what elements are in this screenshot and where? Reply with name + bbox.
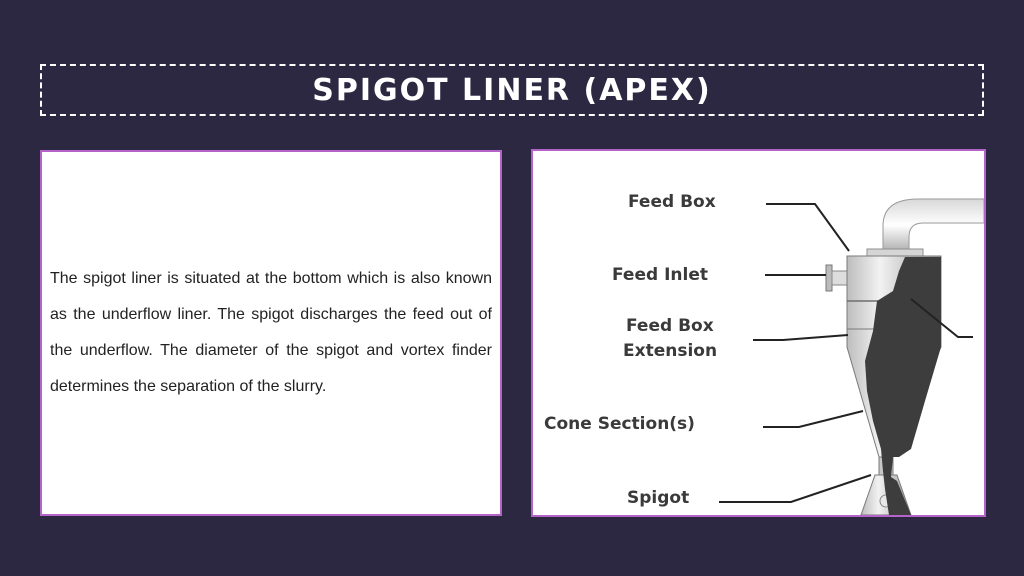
hydrocyclone-diagram <box>531 149 986 517</box>
text-card <box>40 150 502 516</box>
label-feed-box-extension-line1: Feed Box <box>626 316 714 336</box>
feed-inlet-flange <box>826 265 848 291</box>
label-cone-sections: Cone Section(s) <box>544 414 695 434</box>
label-spigot: Spigot <box>627 488 690 508</box>
body-paragraph: The spigot liner is situated at the bottom which is also known as the underflow liner. The spigot discharges the feed out of the underflow. The diameter of the spigot and vortex finder determines the separation of the slurry. <box>50 270 492 395</box>
label-feed-inlet: Feed Inlet <box>612 265 708 285</box>
diagram-svg <box>533 151 984 515</box>
label-feed-box: Feed Box <box>628 192 716 212</box>
overflow-pipe <box>867 199 984 257</box>
slide-title: SPIGOT LINER (APEX) <box>312 72 712 108</box>
label-feed-box-extension-line2: Extension <box>623 341 718 361</box>
title-frame <box>40 64 984 116</box>
